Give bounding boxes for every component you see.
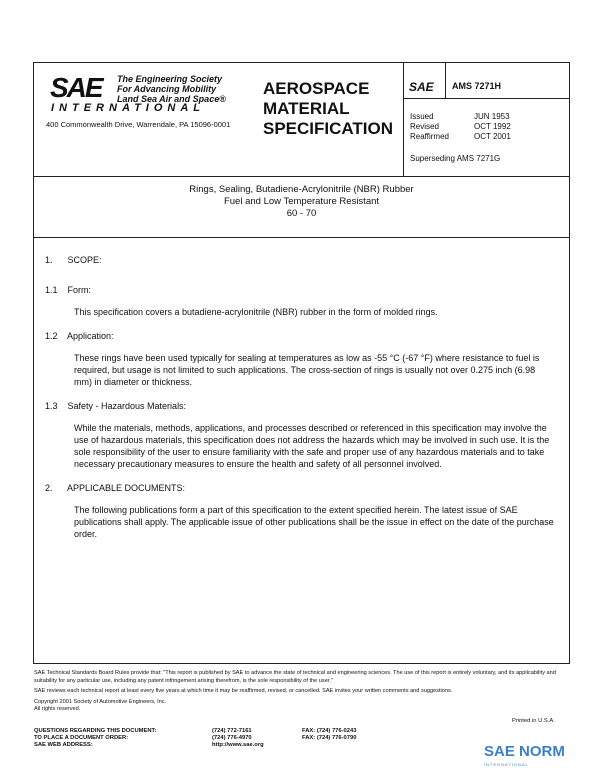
order-fax: FAX: (724) 776-0790 (302, 735, 357, 741)
questions-fax: FAX: (724) 776-0243 (302, 728, 357, 734)
questions-label: QUESTIONS REGARDING THIS DOCUMENT: (34, 728, 157, 734)
section-heading (45, 330, 555, 342)
tagline-line: For Advancing Mobility (117, 84, 217, 94)
revised-date: OCT 1992 (474, 122, 511, 131)
sae-logo: SAE (50, 72, 102, 103)
printed-in: Printed in U.S.A. (512, 718, 555, 724)
section-paragraph: The following publications form a part of this specification to the extent specified herein. The latest issue of SAE publications shall apply. The applicable issue of other publications shall be the issue in effect on the date of the purchase order. (74, 505, 554, 539)
contact-block (34, 728, 356, 749)
copyright: Copyright 2001 Society of Automotive Engineers, Inc. (34, 698, 167, 705)
header-divider (33, 176, 570, 177)
spec-title (263, 79, 393, 139)
section-title: Application: (67, 331, 114, 341)
reaffirmed-label: Reaffirmed (410, 132, 449, 141)
section-heading (45, 254, 555, 266)
section-number: 1.1 (45, 285, 58, 295)
document-number: AMS 7271H (452, 81, 502, 91)
section-paragraph: These rings have been used typically for sealing at temperatures as low as -55 °C (-67 °F) where resistance to fuel is required, but usage is not limited to such applications. The cross-section of rings is usually not over 0.275 inch (6.98 mm) in diameter or thickness. (74, 353, 540, 387)
section-paragraph: This specification covers a butadiene-acrylonitrile (NBR) rubber in the form of molded rings. (74, 307, 438, 317)
doc-number-divider (445, 62, 446, 98)
sae-norm-logo: SAE NORM (484, 743, 565, 760)
spec-title-line: MATERIAL (263, 99, 350, 118)
rights-reserved: All rights reserved. (34, 706, 81, 712)
sae-small-logo: SAE (409, 80, 434, 94)
technical-board-notice: SAE Technical Standards Board Rules provide that: "This report is published by SAE to advance the state of technical and engineering sciences. The use of this report is entirely voluntary, and its applicability and suitability for any particular use, including any patent infringement arising therefrom, is the sole responsibility of the user." (34, 670, 556, 684)
order-phone: (724) 776-4970 (212, 735, 252, 741)
spec-title-line: SPECIFICATION (263, 119, 394, 138)
section-heading (45, 400, 555, 412)
section-number: 1. (45, 255, 53, 265)
spec-title-line: AEROSPACE (263, 79, 370, 98)
web-link[interactable]: http://www.sae.org (212, 742, 264, 748)
address: 400 Commonwealth Drive, Warrendale, PA 15096-0001 (46, 120, 231, 129)
document-body (45, 254, 555, 540)
section-paragraph: While the materials, methods, applications, and processes described or referenced in this specification may involve the use of hazardous materials, this specification does not address the hazards which may be involved in such use. It is the sole responsibility of the user to ensure familiarity with the safe and proper use of any hazardous materials and to take necessary precautionary measures to ensure the health and safety of all personnel involved. (74, 423, 550, 469)
review-notice: SAE reviews each technical report at least every five years at which time it may be reaffirmed, revised, or cancelled. SAE invites your written comments and suggestions. (34, 688, 453, 694)
order-label: TO PLACE A DOCUMENT ORDER: (34, 735, 129, 741)
title-divider (33, 237, 570, 238)
footer-notice (34, 670, 574, 714)
section-title: APPLICABLE DOCUMENTS: (67, 483, 186, 493)
international-label: INTERNATIONAL (51, 102, 206, 114)
sae-norm-subtitle: INTERNATIONAL (484, 762, 529, 767)
superseding: Superseding AMS 7271G (410, 154, 501, 163)
section-title: Safety - Hazardous Materials: (67, 401, 187, 411)
section-number: 1.3 (45, 401, 58, 411)
section-heading (45, 284, 555, 296)
section-number: 2. (45, 483, 53, 493)
date-table (410, 112, 511, 142)
society-tagline (117, 74, 226, 104)
section-heading (45, 482, 555, 494)
section-title: Form: (67, 285, 92, 295)
title-line: Fuel and Low Temperature Resistant (223, 196, 380, 207)
tagline-line: The Engineering Society (117, 74, 223, 84)
issued-date: JUN 1953 (474, 112, 510, 121)
title-line: Rings, Sealing, Butadiene-Acrylonitrile (NBR) Rubber (189, 184, 414, 195)
reaffirmed-date: OCT 2001 (474, 132, 511, 141)
title-line: 60 - 70 (286, 208, 317, 219)
revised-label: Revised (410, 122, 439, 131)
questions-phone: (724) 772-7161 (212, 728, 252, 734)
document-title (33, 184, 570, 220)
section-number: 1.2 (45, 331, 58, 341)
tagline-line: Land Sea Air and Space® (117, 94, 226, 104)
web-label: SAE WEB ADDRESS: (34, 742, 93, 748)
section-title: SCOPE: (67, 255, 102, 265)
issued-label: Issued (410, 112, 434, 121)
